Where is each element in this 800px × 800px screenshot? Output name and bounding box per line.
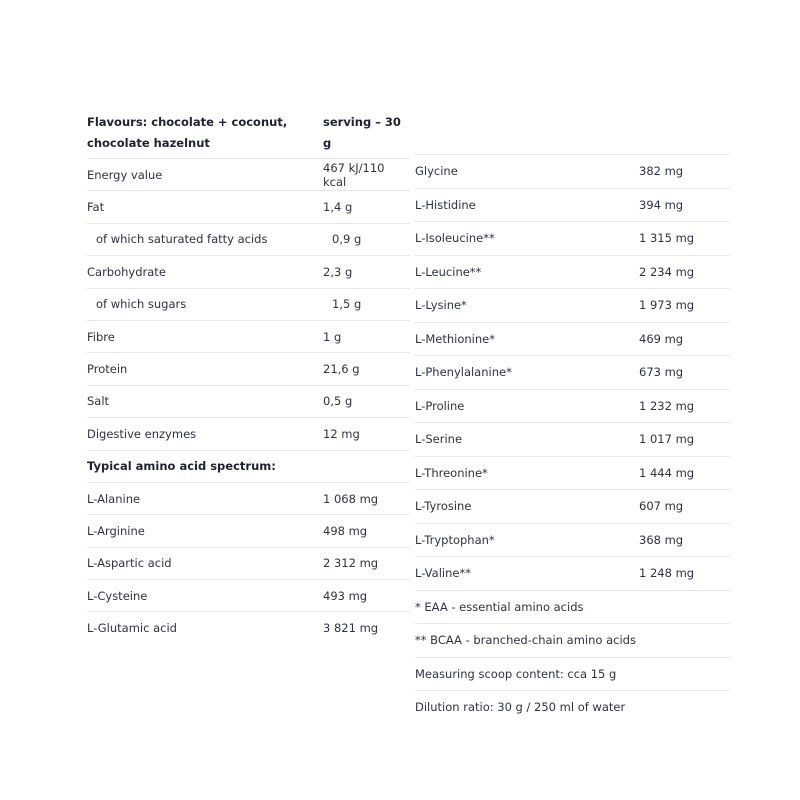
row-value: 673 mg — [639, 365, 684, 380]
row-value: 493 mg — [323, 588, 368, 603]
table-row — [87, 320, 410, 352]
table-row — [87, 288, 410, 320]
table-row — [87, 158, 410, 190]
row-value: 1 232 mg — [639, 398, 695, 413]
table-row — [415, 556, 730, 590]
table-row — [415, 422, 730, 456]
row-value: 21,6 g — [323, 362, 360, 377]
table-row — [87, 190, 410, 222]
row-label: L-Alanine — [87, 491, 141, 506]
row-value: 0,5 g — [323, 394, 353, 409]
row-label: of which saturated fatty acids — [96, 232, 268, 247]
note-row — [415, 690, 730, 724]
row-label: L-Aspartic acid — [87, 556, 172, 571]
row-label: Digestive enzymes — [87, 426, 197, 441]
row-label: L-Phenylalanine* — [415, 365, 512, 380]
table-row — [87, 611, 410, 643]
table-row — [415, 389, 730, 423]
row-value: 467 kJ/110 kcal — [323, 160, 385, 189]
row-value: 12 mg — [323, 426, 360, 441]
row-value: 607 mg — [639, 499, 684, 514]
row-label: L-Serine — [415, 432, 463, 447]
row-label: Fibre — [87, 329, 115, 344]
row-label: Energy value — [87, 167, 163, 182]
row-label: L-Arginine — [87, 523, 145, 538]
row-label: L-Glutamic acid — [87, 621, 177, 636]
table-row — [415, 523, 730, 557]
row-value: 2 312 mg — [323, 556, 379, 571]
table-row — [87, 223, 410, 255]
row-label: L-Proline — [415, 398, 465, 413]
left-column — [87, 112, 410, 644]
note-text: * EAA - essential amino acids — [415, 599, 584, 614]
note-text: ** BCAA - branched-chain amino acids — [415, 633, 636, 648]
row-label: L-Tryptophan* — [415, 532, 495, 547]
row-label: L-Threonine* — [415, 465, 488, 480]
flavours-heading: Flavours: chocolate + coconut, chocolate hazelnut — [87, 115, 288, 150]
row-label: of which sugars — [96, 297, 187, 312]
row-label: L-Histidine — [415, 197, 476, 212]
nutrition-table — [87, 158, 410, 450]
table-row — [415, 154, 730, 188]
row-value: 469 mg — [639, 331, 684, 346]
table-row — [87, 547, 410, 579]
right-column — [415, 154, 730, 724]
table-row — [87, 482, 410, 514]
table-row — [87, 514, 410, 546]
table-row — [87, 385, 410, 417]
note-row — [415, 623, 730, 657]
row-value: 1,4 g — [323, 200, 353, 215]
table-row — [415, 255, 730, 289]
note-row — [415, 590, 730, 624]
row-value: 1,5 g — [332, 297, 362, 312]
row-value: 2 234 mg — [639, 264, 695, 279]
row-value: 382 mg — [639, 164, 684, 179]
amino-acid-heading: Typical amino acid spectrum: — [87, 459, 276, 474]
row-value: 394 mg — [639, 197, 684, 212]
row-label: Protein — [87, 362, 128, 377]
table-row — [415, 221, 730, 255]
table-row — [415, 456, 730, 490]
row-value: 1 315 mg — [639, 231, 695, 246]
row-label: Fat — [87, 200, 105, 215]
row-value: 2,3 g — [323, 264, 353, 279]
row-label: L-Leucine** — [415, 264, 482, 279]
row-label: L-Lysine* — [415, 298, 467, 313]
row-value: 0,9 g — [332, 232, 362, 247]
table-row — [415, 322, 730, 356]
table-row — [87, 352, 410, 384]
note-row — [415, 657, 730, 691]
row-label: Glycine — [415, 164, 458, 179]
row-label: L-Isoleucine** — [415, 231, 495, 246]
note-text: Dilution ratio: 30 g / 250 ml of water — [415, 700, 626, 715]
row-value: 1 g — [323, 329, 342, 344]
row-label: Salt — [87, 394, 110, 409]
row-value: 1 248 mg — [639, 566, 695, 581]
table-row — [87, 255, 410, 287]
table-row — [415, 355, 730, 389]
row-value: 368 mg — [639, 532, 684, 547]
amino-acid-table-right — [415, 154, 730, 590]
table-row — [415, 489, 730, 523]
table-row — [87, 579, 410, 611]
row-label: L-Tyrosine — [415, 499, 472, 514]
row-value: 1 068 mg — [323, 491, 379, 506]
serving-heading: serving – 30 g — [323, 115, 401, 150]
amino-acid-table-left — [87, 482, 410, 644]
row-value: 1 973 mg — [639, 298, 695, 313]
row-value: 498 mg — [323, 523, 368, 538]
row-label: L-Valine** — [415, 566, 471, 581]
row-value: 1 444 mg — [639, 465, 695, 480]
row-value: 1 017 mg — [639, 432, 695, 447]
note-text: Measuring scoop content: cca 15 g — [415, 666, 617, 681]
table-header — [87, 112, 410, 154]
table-row — [415, 188, 730, 222]
notes-list — [415, 590, 730, 724]
row-value: 3 821 mg — [323, 621, 379, 636]
amino-acid-heading-row — [87, 450, 410, 482]
row-label: L-Cysteine — [87, 588, 148, 603]
row-label: Carbohydrate — [87, 264, 166, 279]
table-row — [415, 288, 730, 322]
row-label: L-Methionine* — [415, 331, 495, 346]
table-row — [87, 417, 410, 449]
